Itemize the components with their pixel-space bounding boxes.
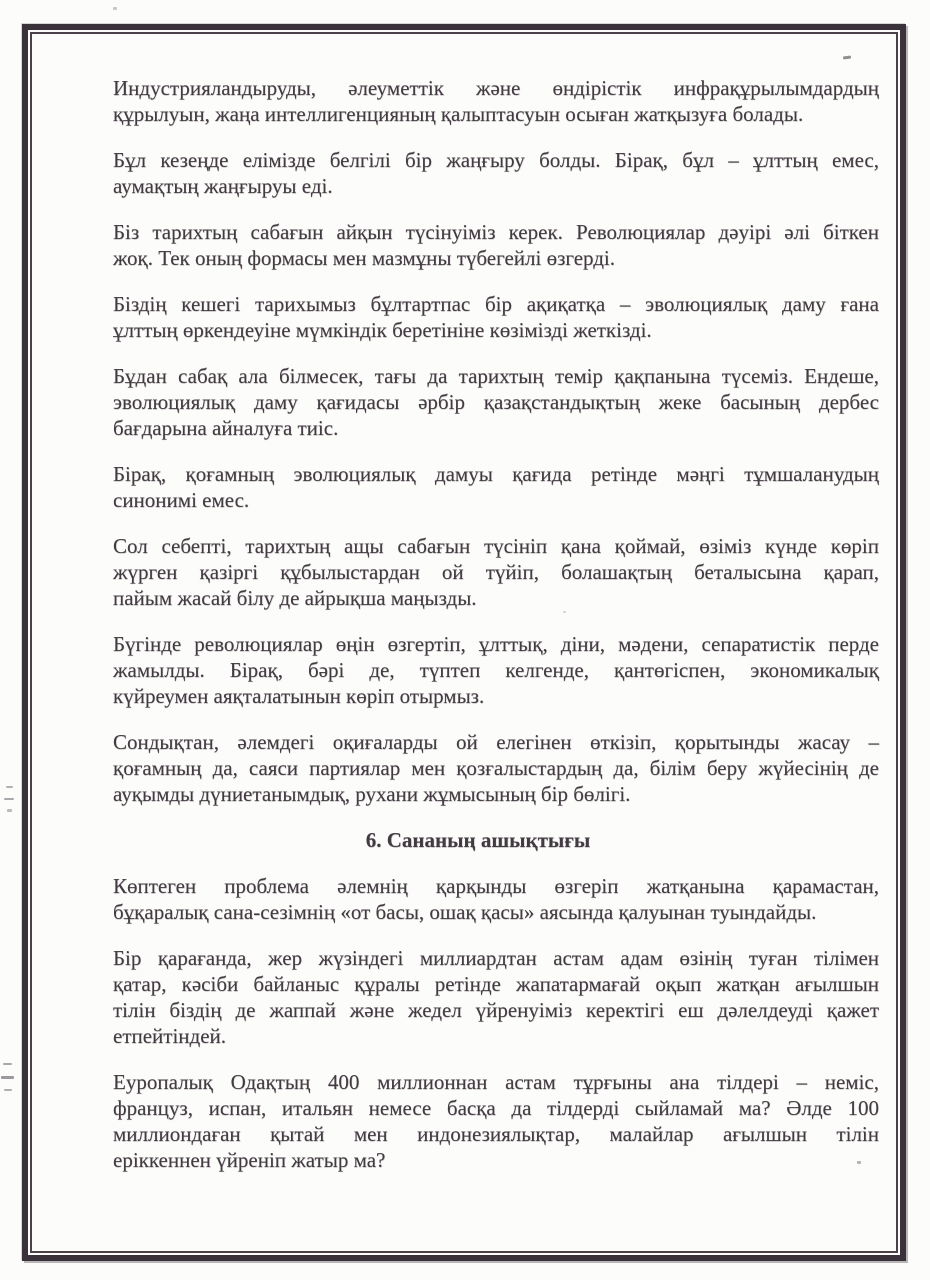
text-line: ұлттың өркендеуіне мүмкіндік беретініне көзімізді жеткізді. (113, 318, 652, 342)
text-line: Бұдан сабақ ала білмесек, тағы да тарихтың темір қақпанына түсеміз. Ендеше, (113, 364, 879, 388)
text-line: жоқ. Тек оның формасы мен мазмұны түбегейлі өзгерді. (113, 246, 616, 270)
scan-artifact (113, 7, 117, 10)
scan-artifact (563, 611, 566, 613)
text-line: тілін біздің де жаппай және жедел үйренуіміз керектігі еш дәлелдеуді қажет (113, 998, 879, 1022)
text-line: Біз тарихтың сабағын айқын түсінуіміз керек. Революциялар дәуірі әлі біткен (113, 220, 879, 244)
text-line: аумақтың жаңғыруы еді. (113, 174, 333, 198)
text-line: ауқымды дүниетанымдық, рухани жұмысының бір бөлігі. (113, 782, 631, 806)
scan-artifact (857, 1161, 861, 1164)
paragraph (113, 219, 879, 271)
text-line: құрылуын, жаңа интеллигенцияның қалыптасуын осыған жатқызуға болады. (113, 102, 804, 126)
text-line: пайым жасай білу де айрықша маңызды. (113, 586, 477, 610)
paragraph (113, 75, 879, 127)
text-line: Сондықтан, әлемдегі оқиғаларды ой елегінен өткізіп, қорытынды жасау – (113, 730, 879, 754)
text-line: француз, испан, итальян немесе басқа да тілдерді сыйламай ма? Әлде 100 (113, 1096, 879, 1120)
text-line: Бірақ, қоғамның эволюциялық дамуы қағида ретінде мәңгі тұмшаланудың (113, 462, 879, 486)
paragraph (113, 363, 879, 441)
text-line: Бұл кезеңде елімізде белгілі бір жаңғыру болды. Бірақ, бұл – ұлттың емес, (113, 148, 879, 172)
text-line: Біздің кешегі тарихымыз бұлтартпас бір ақиқатқа – эволюциялық даму ғана (113, 292, 879, 316)
paragraph (113, 533, 879, 611)
section-heading: 6. Сананың ашықтығы (365, 828, 591, 852)
scan-artifact (1, 1076, 14, 1079)
text-line: Бір қарағанда, жер жүзіндегі миллиардтан астам адам өзінің туған тілімен (113, 946, 879, 970)
text-line: қоғамның да, саяси партиялар мен қозғалыстардың да, білім беру жүйесінің де (113, 756, 879, 780)
scan-artifact (3, 1063, 12, 1065)
text-line: эволюциялық даму қағидасы әрбір қазақстандықтың жеке басының дербес (113, 390, 879, 414)
text-line: қатар, кәсіби байланыс құралы ретінде жапатармағай оқып жатқан ағылшын (113, 972, 879, 996)
document-text (113, 0, 879, 1173)
text-line: синонимі емес. (113, 488, 250, 512)
paragraph (113, 729, 879, 807)
text-line: етпейтіндей. (113, 1024, 227, 1048)
text-line: бағдарына айналуға тиіс. (113, 416, 339, 440)
text-line: бұқаралық сана-сезімнің «от басы, ошақ қасы» аясында қалуынан туындайды. (113, 900, 817, 924)
text-line: еріккеннен үйреніп жатыр ма? (113, 1148, 386, 1172)
paragraph (113, 291, 879, 343)
paragraph (113, 631, 879, 709)
scan-artifact (6, 786, 13, 788)
paragraph (113, 945, 879, 1049)
scan-artifact (4, 798, 14, 800)
paragraph (113, 873, 879, 925)
text-line: Индустрияландыруды, әлеуметтік және өндірістік инфрақұрылымдардың (113, 76, 879, 100)
text-line: миллиондаған қытай мен индонезиялықтар, малайлар ағылшын тілін (113, 1122, 879, 1146)
paragraph (113, 461, 879, 513)
text-line: Көптеген проблема әлемнің қарқынды өзгеріп жатқанына қарамастан, (113, 874, 879, 898)
text-line: жамылды. Бірақ, бәрі де, түптеп келгенде, қантөгіспен, экономикалық (113, 658, 879, 682)
text-line: күйреумен аяқталатынын көріп отырмыз. (113, 684, 485, 708)
scan-artifact (7, 809, 12, 812)
paragraph (113, 147, 879, 199)
text-line: Еуропалық Одақтың 400 миллионнан астам тұрғыны ана тілдері – неміс, (113, 1070, 879, 1094)
scan-artifact (4, 1089, 12, 1091)
text-line: Бүгінде революциялар өңін өзгертіп, ұлттық, діни, мәдени, сепаратистік перде (113, 632, 879, 656)
text-line: жүрген қазіргі құбылыстардан ой түйіп, болашақтың беталысына қарап, (113, 560, 879, 584)
text-line: Сол себепті, тарихтың ащы сабағын түсініп қана қоймай, өзіміз күнде көріп (113, 534, 879, 558)
paragraph (113, 1069, 879, 1173)
